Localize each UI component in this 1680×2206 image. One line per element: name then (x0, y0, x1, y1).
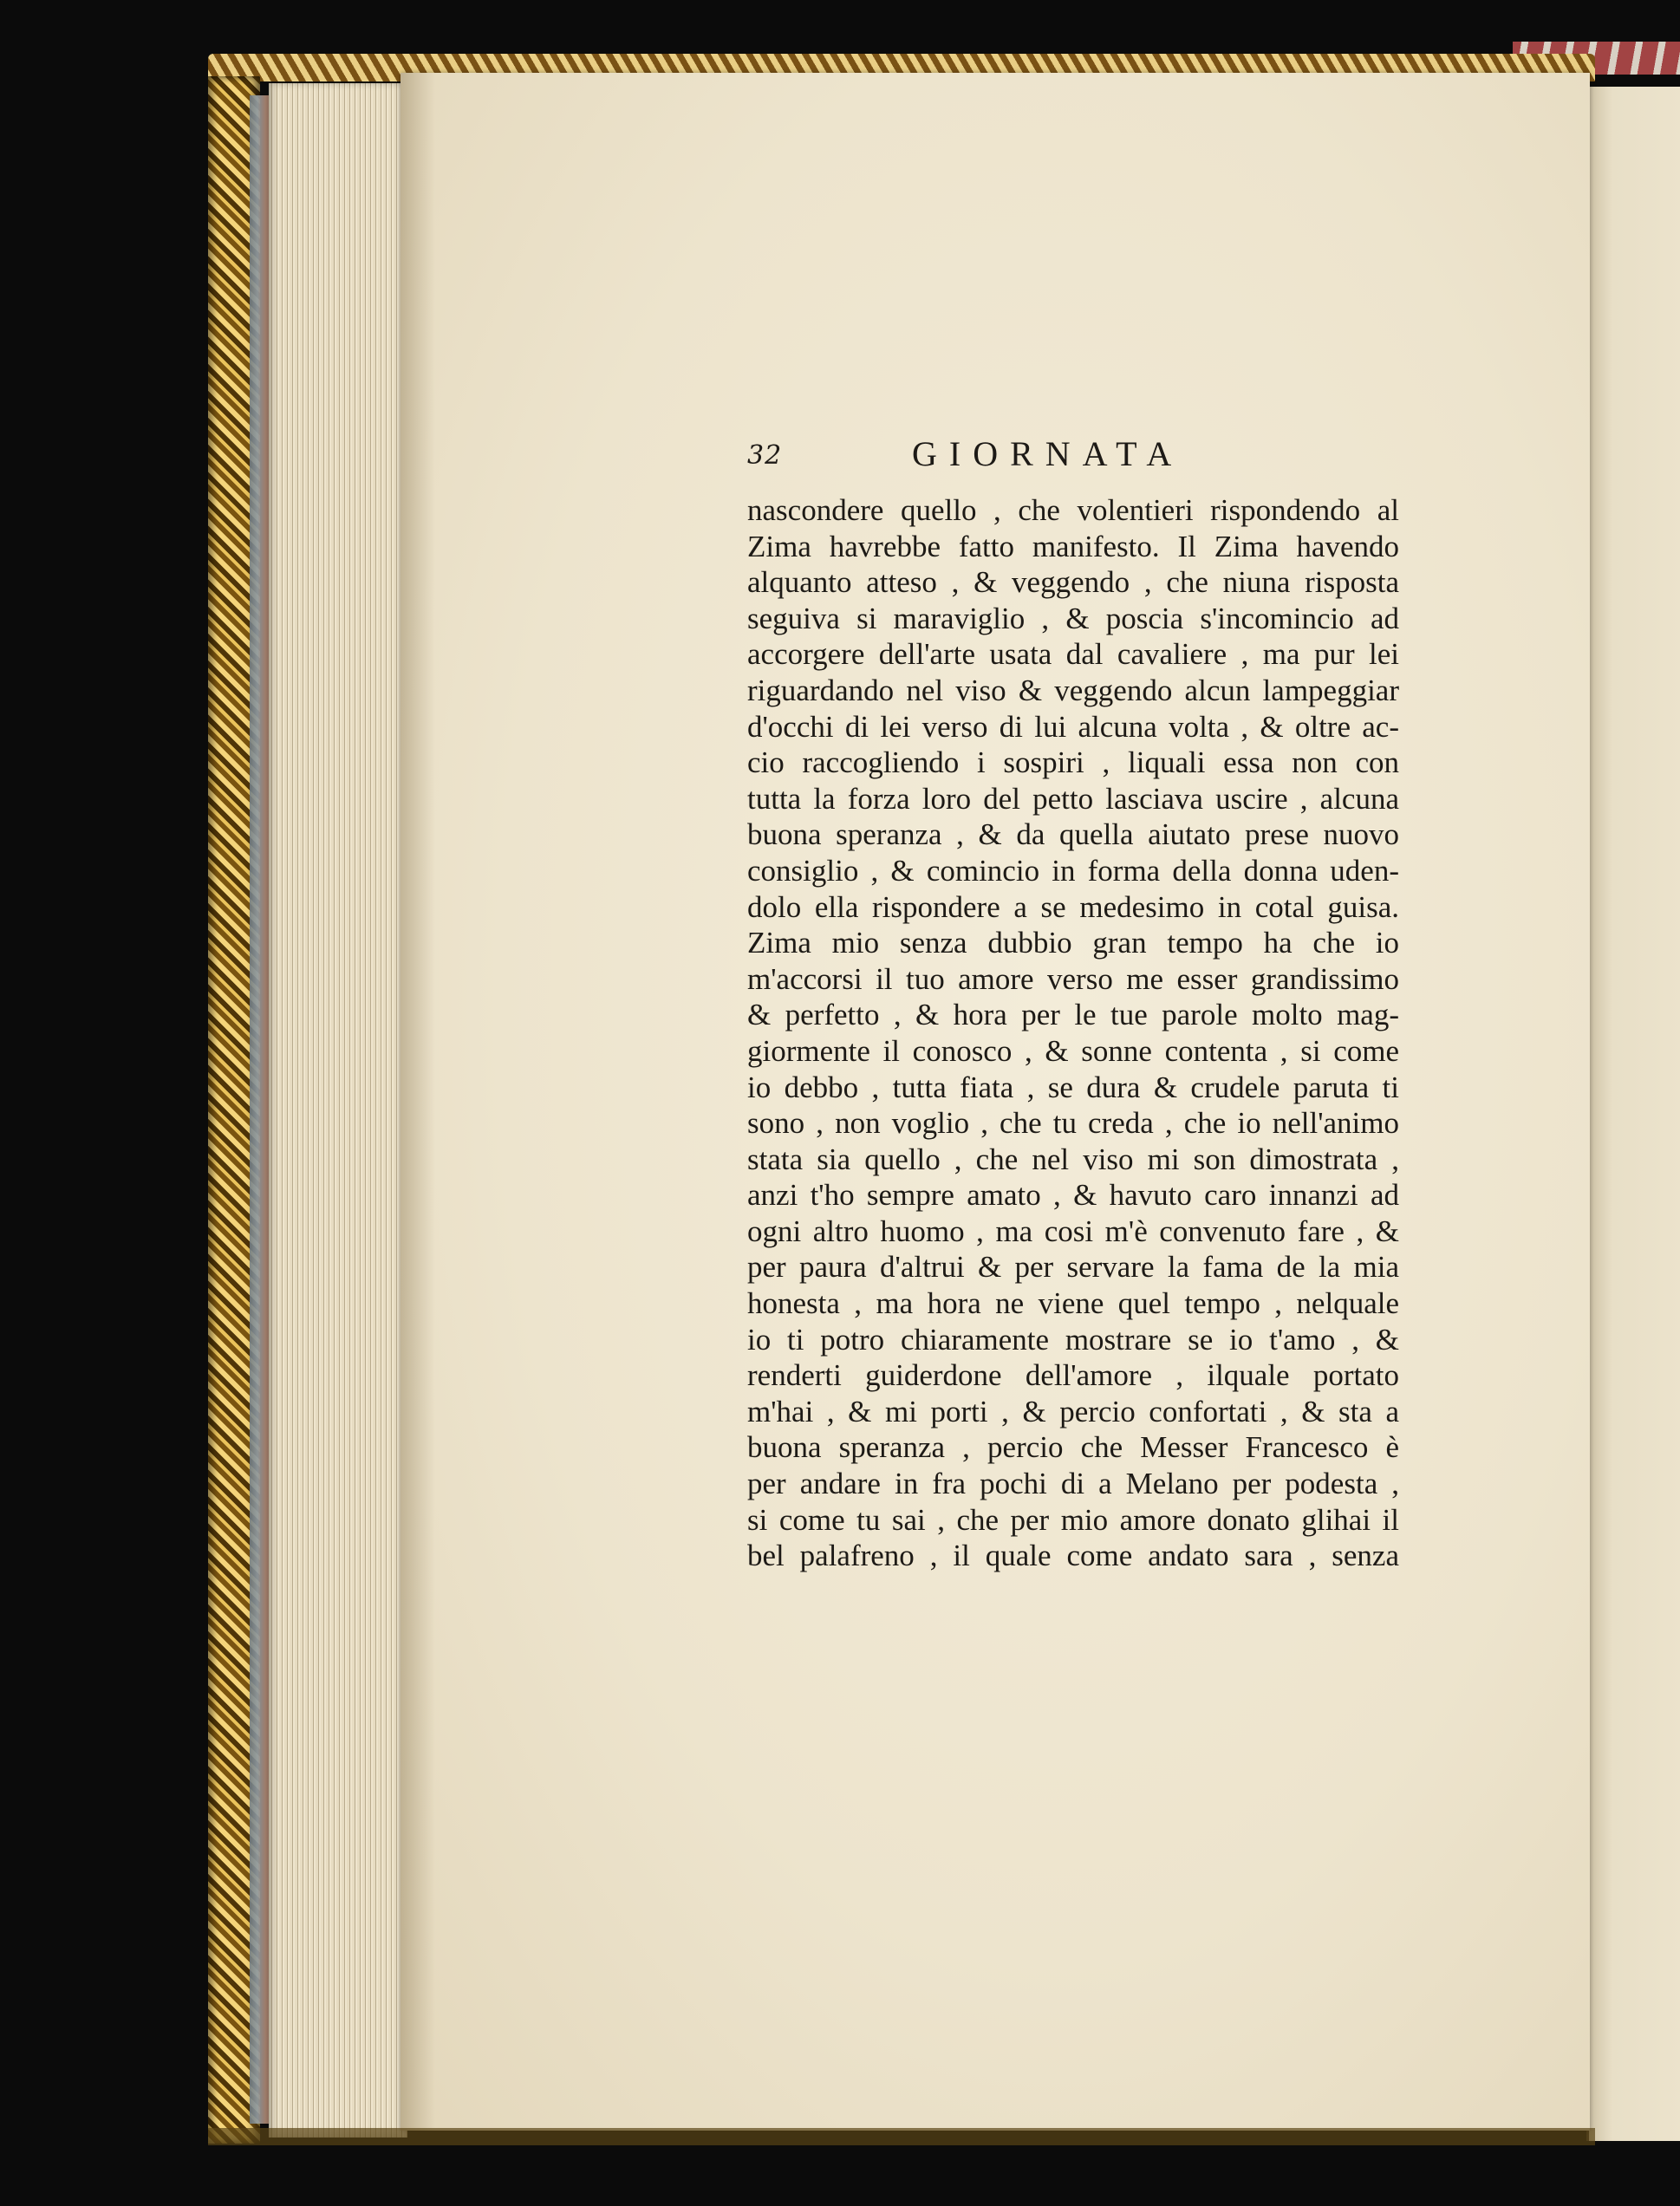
text-line: honesta , ma hora ne viene quel tempo , nelquale (747, 1286, 1399, 1321)
text-line: buona speranza , & da quella aiutato prese nuovo (747, 817, 1399, 852)
text-line: stata sia quello , che nel viso mi son dimostrata , (747, 1142, 1399, 1176)
text-line: per andare in fra pochi di a Melano per podesta , (747, 1467, 1399, 1501)
page-gutter-shadow (400, 73, 435, 2131)
text-line: anzi t'ho sempre amato , & havuto caro innanzi ad (747, 1178, 1399, 1213)
text-line: d'occhi di lei verso di lui alcuna volta , & oltre ac- (747, 709, 1399, 744)
text-line: riguardando nel viso & veggendo alcun lampeggiar (747, 673, 1399, 707)
page-header (747, 433, 1399, 485)
facing-page-edge (1586, 87, 1680, 2141)
text-line: Zima havrebbe fatto manifesto. Il Zima havendo (747, 529, 1399, 563)
page-stack-edges (269, 83, 407, 2138)
text-line: nascondere quello , che volentieri rispondendo al (747, 493, 1399, 527)
page-text-block (747, 433, 1399, 1574)
text-line: accorgere dell'arte usata dal cavaliere , ma pur lei (747, 637, 1399, 672)
text-line: si come tu sai , che per mio amore donato glihai il (747, 1502, 1399, 1537)
text-line: alquanto atteso , & veggendo , che niuna risposta (747, 565, 1399, 600)
text-line: giormente il conosco , & sonne contenta , si come (747, 1033, 1399, 1068)
text-line: tutta la forza loro del petto lasciava uscire , alcuna (747, 781, 1399, 816)
text-line: per paura d'altrui & per servare la fama de la mia (747, 1250, 1399, 1285)
text-line: m'accorsi il tuo amore verso me esser grandissimo (747, 961, 1399, 996)
text-line: Zima mio senza dubbio gran tempo ha che io (747, 926, 1399, 960)
text-line: cio raccogliendo i sospiri , liquali essa non con (747, 745, 1399, 780)
text-line: bel palafreno , il quale come andato sara , senza (747, 1539, 1399, 1573)
text-line: & perfetto , & hora per le tue parole molto mag- (747, 998, 1399, 1032)
text-line: renderti guiderdone dell'amore , ilquale portato (747, 1358, 1399, 1393)
text-line: io debbo , tutta fiata , se dura & crudele paruta ti (747, 1070, 1399, 1104)
text-line: seguiva si maraviglio , & poscia s'incomincio ad (747, 601, 1399, 635)
text-line: io ti potro chiaramente mostrare se io t'amo , & (747, 1322, 1399, 1357)
body-text (747, 492, 1399, 1574)
page-number: 32 (747, 440, 783, 471)
text-line: ogni altro huomo , ma cosi m'è convenuto fare , & (747, 1214, 1399, 1248)
text-line: buona speranza , percio che Messer Francesco è (747, 1430, 1399, 1465)
text-line: sono , non voglio , che tu creda , che io nell'animo (747, 1106, 1399, 1141)
text-line: m'hai , & mi porti , & percio confortati , & sta a (747, 1394, 1399, 1428)
binding-bottom-edge (208, 2128, 1595, 2145)
text-line: consiglio , & comincio in forma della donna uden- (747, 853, 1399, 888)
text-line: dolo ella rispondere a se medesimo in cotal guisa. (747, 889, 1399, 924)
running-head: GIORNATA (912, 434, 1184, 473)
